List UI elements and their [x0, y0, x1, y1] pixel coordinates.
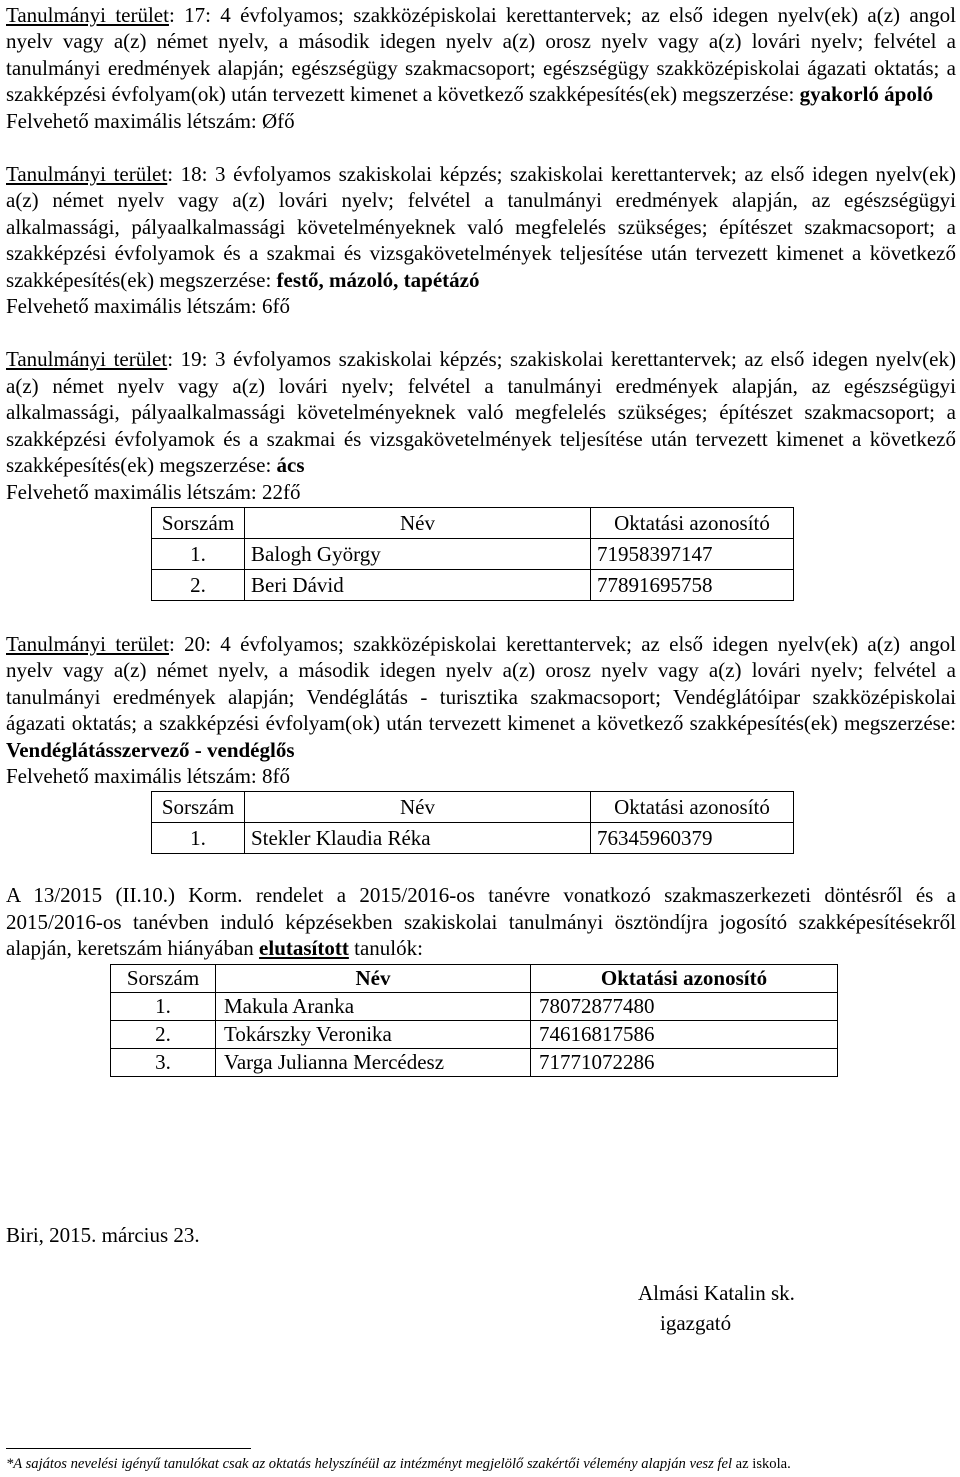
header-id: Oktatási azonosító: [591, 507, 794, 538]
row-number: 1.: [152, 823, 245, 854]
header-id: Oktatási azonosító: [531, 964, 838, 992]
row-number: 1.: [152, 538, 245, 569]
capacity: Felvehető maximális létszám: 22fő: [6, 479, 301, 504]
table-row: [152, 823, 794, 854]
qualification: Vendéglátásszervező - vendéglős: [6, 737, 295, 762]
admitted-table-19: [151, 507, 794, 601]
rejection-paragraph: [6, 882, 956, 961]
row-id: 78072877480: [531, 992, 838, 1020]
header-number: Sorszám: [152, 792, 245, 823]
rejected-table: [110, 964, 838, 1077]
date-line: Biri, 2015. március 23.: [6, 1223, 200, 1247]
footnote-plain: az iskola.: [732, 1456, 791, 1472]
row-number: 3.: [111, 1048, 216, 1076]
rejected-label: elutasított: [259, 936, 349, 961]
table-row: [111, 1020, 838, 1048]
rejection-text-end: tanulók:: [348, 936, 423, 961]
row-name: Beri Dávid: [245, 569, 591, 600]
header-number: Sorszám: [152, 507, 245, 538]
capacity: Felvehető maximális létszám: 6fő: [6, 294, 291, 319]
row-number: 2.: [152, 569, 245, 600]
study-area-text: : 19: 3 évfolyamos szakiskolai képzés; szakiskolai kerettantervek; az első idegen nyelv(ek) a(z) német nyelv vagy a(z) lovári nyelv; felvétel a tanulmányi eredmények alapján, az egészségügyi alkalmassági, pályaalkalmassági követelményeknek való megfelelés szükséges; építészet szakmacsoport; a szakképzési évfolyamok és a szakmai és vizsgakövetelmények teljesítése után tervezett kimenet a következő szakképesítés(ek) megszerzése:: [6, 347, 956, 478]
header-name: Név: [245, 507, 591, 538]
row-number: 2.: [111, 1020, 216, 1048]
table-row: [111, 1048, 838, 1076]
footnote: [6, 1455, 791, 1473]
capacity: Felvehető maximális létszám: Øfő: [6, 108, 295, 133]
table-row: [152, 538, 794, 569]
row-id: 76345960379: [591, 823, 794, 854]
study-area-19: [6, 346, 956, 478]
study-area-text: : 20: 4 évfolyamos; szakközépiskolai kerettantervek; az első idegen nyelv(ek) a(z) angol nyelv vagy a(z) német nyelv, a második idegen nyelv a(z) orosz nyelv vagy a(z) lovári nyelv; felvétel a tanulmányi eredmények alapján; Vendéglátás - turisztika szakmacsoport; Vendéglátóipar szakközépiskolai ágazati oktatás; a szakképzési évfolyam(ok) után tervezett kimenet a következő szakképesítés(ek) megszerzése:: [6, 631, 956, 736]
study-area-label: Tanulmányi terület: [6, 631, 169, 656]
row-id: 74616817586: [531, 1020, 838, 1048]
row-id: 77891695758: [591, 569, 794, 600]
header-id: Oktatási azonosító: [591, 792, 794, 823]
document-page: [6, 2, 956, 1077]
table-header-row: [152, 792, 794, 823]
row-name: Stekler Klaudia Réka: [245, 823, 591, 854]
qualification: festő, mázoló, tapétázó: [276, 267, 480, 292]
row-name: Varga Julianna Mercédesz: [216, 1048, 531, 1076]
footnote-divider: [6, 1448, 251, 1449]
header-number: Sorszám: [111, 964, 216, 992]
row-id: 71771072286: [531, 1048, 838, 1076]
study-area-text: : 18: 3 évfolyamos szakiskolai képzés; szakiskolai kerettantervek; az első idegen nyelv(ek) a(z) német nyelv vagy a(z) lovári nyelv; felvétel a tanulmányi eredmények alapján, az egészségügyi alkalmassági, pályaalkalmassági követelményeknek való megfelelés szükséges; építészet szakmacsoport; a szakképzési évfolyamok és a szakmai és vizsgakövetelmények teljesítése után tervezett kimenet a következő szakképesítés(ek) megszerzése:: [6, 162, 956, 292]
header-name: Név: [216, 964, 531, 992]
study-area-17: [6, 2, 956, 108]
study-area-label: Tanulmányi terület: [6, 3, 169, 27]
study-area-18: [6, 161, 956, 293]
row-name: Makula Aranka: [216, 992, 531, 1020]
row-number: 1.: [111, 992, 216, 1020]
header-name: Név: [245, 792, 591, 823]
table-header-row: [111, 964, 838, 992]
table-header-row: [152, 507, 794, 538]
row-name: Tokárszky Veronika: [216, 1020, 531, 1048]
row-id: 71958397147: [591, 538, 794, 569]
study-area-label: Tanulmányi terület: [6, 347, 168, 372]
footnote-italic: *A sajátos nevelési igényű tanulókat csak az oktatás helyszínéül az intézményt megjelölő szakértői vélemény alapján vesz fel: [6, 1456, 733, 1472]
signatory-name: Almási Katalin sk.: [638, 1281, 795, 1305]
study-area-20: [6, 631, 956, 763]
study-area-label: Tanulmányi terület: [6, 162, 168, 187]
table-row: [111, 992, 838, 1020]
capacity: Felvehető maximális létszám: 8fő: [6, 763, 291, 788]
qualification: gyakorló ápoló: [799, 82, 934, 107]
signature-block: [638, 1278, 795, 1338]
qualification: ács: [276, 453, 305, 478]
row-name: Balogh György: [245, 538, 591, 569]
table-row: [152, 569, 794, 600]
rejection-text: A 13/2015 (II.10.) Korm. rendelet a 2015/2016-os tanévre vonatkozó szakmaszerkezeti döntésről és a 2015/2016-os tanévben induló képzésekben szakiskolai tanulmányi ösztöndíjra jogosító szakképesítésekről alapján, keretszám hiányában: [6, 883, 956, 961]
study-area-text: : 17: 4 évfolyamos; szakközépiskolai kerettantervek; az első idegen nyelv(ek) a(z) angol nyelv vagy a(z) német nyelv, a második idegen nyelv a(z) orosz nyelv vagy a(z) lovári nyelv; felvétel a tanulmányi eredmények alapján; egészségügy szakmacsoport; egészségügy szakközépiskolai ágazati oktatás; a szakképzési évfolyam(ok) után tervezett kimenet a következő szakképesítés(ek) megszerzése:: [6, 3, 956, 107]
signatory-role: igazgató: [660, 1311, 732, 1335]
admitted-table-20: [151, 791, 794, 854]
